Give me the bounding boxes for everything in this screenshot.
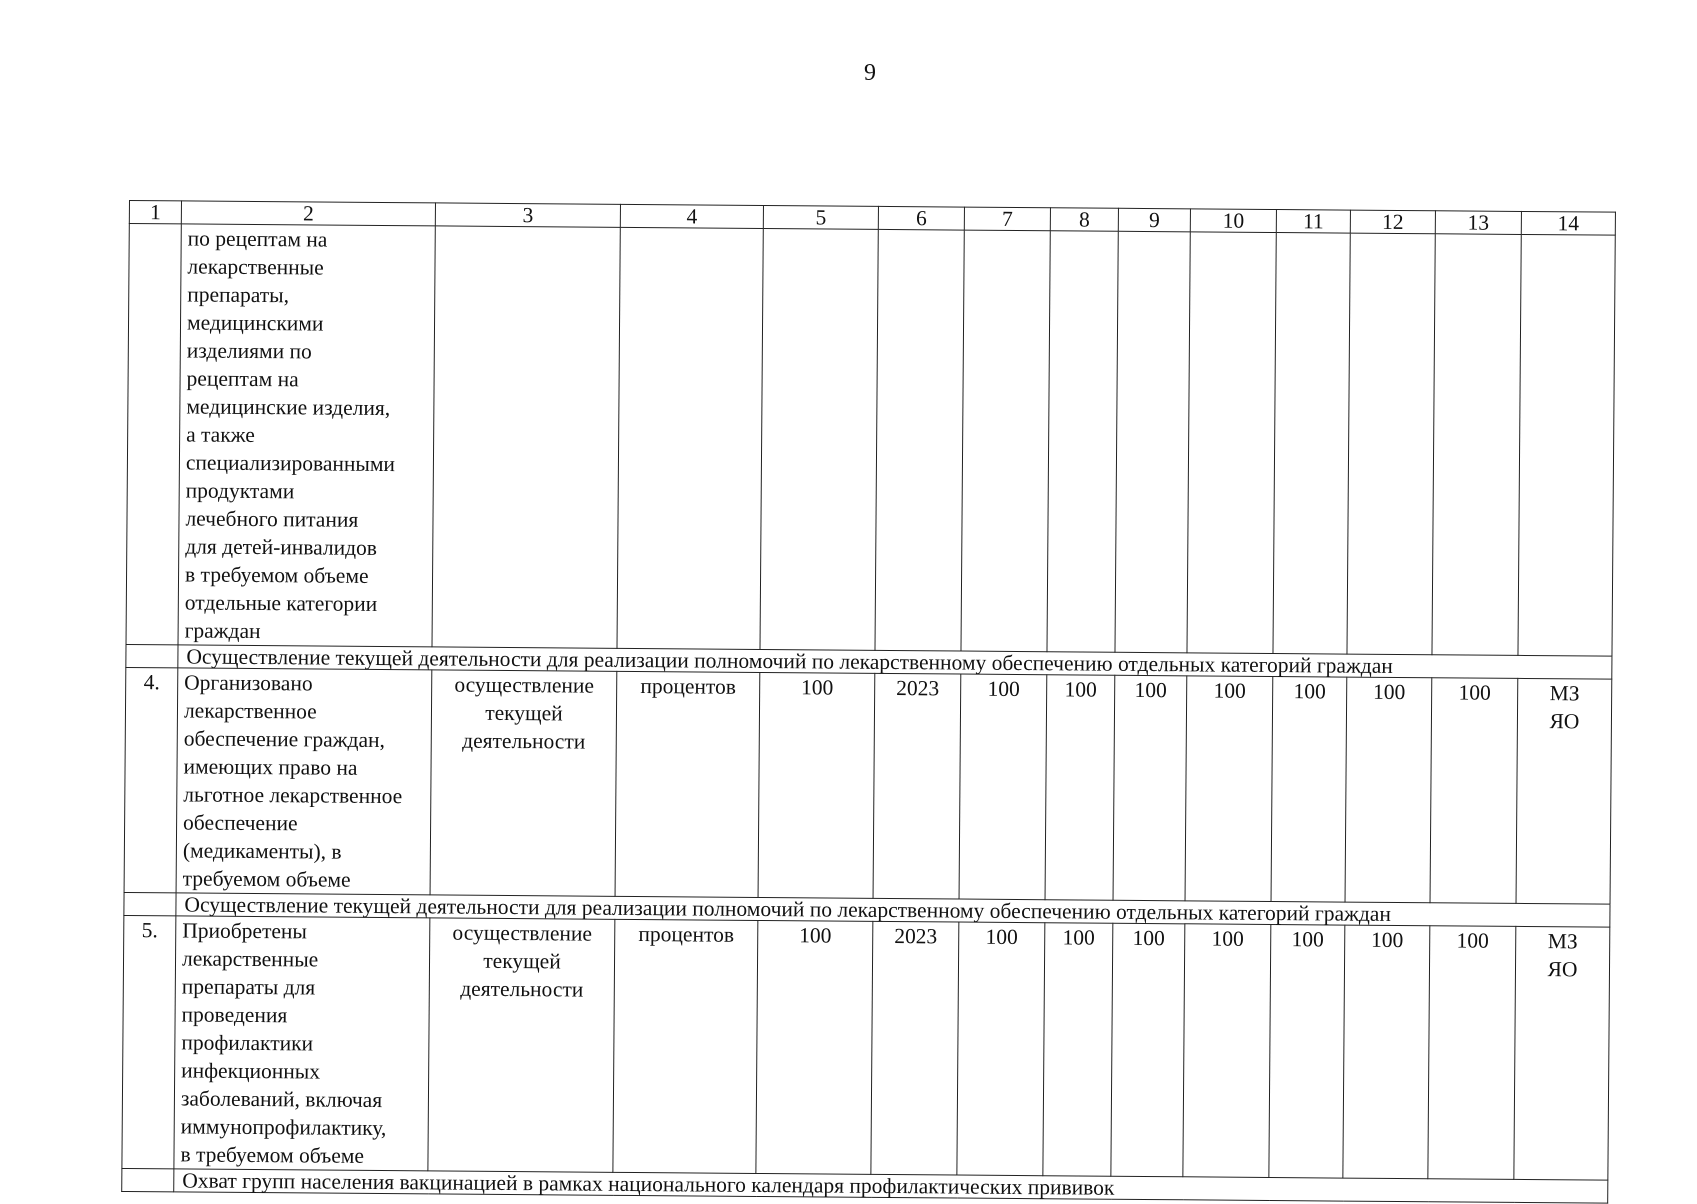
section-title: Осуществление текущей деятельности для реализации полномочий по лекарственному обеспечению отдельных категорий граждан (176, 893, 1610, 927)
header-cell: 14 (1521, 211, 1615, 235)
value-cell: 100 (1043, 923, 1113, 1177)
type-cell: осуществление текущей деятельности (428, 918, 615, 1172)
header-cell: 3 (435, 203, 620, 227)
base-value-cell: 100 (758, 672, 875, 898)
responsible-cell: МЗ ЯО (1516, 678, 1612, 904)
header-cell: 6 (878, 206, 964, 230)
responsible-cell: МЗ ЯО (1514, 926, 1610, 1180)
description-text: Организовано лекарственное обеспечение граждан, имеющих право на льготное лекарственное обеспечение (медикаменты), в требуемом объеме (182, 670, 403, 892)
base-year-cell: 2023 (873, 673, 961, 899)
header-cell: 4 (620, 204, 763, 228)
value-cell: 100 (1345, 677, 1432, 903)
description-text: Приобретены лекарственные препараты для проведения профилактики инфекционных заболеваний, включая иммунопрофилактику, в требуемом объеме (180, 918, 387, 1168)
description-cell (176, 668, 432, 895)
value-cell: 100 (1271, 676, 1347, 902)
header-cell: 1 (129, 201, 181, 224)
row-number-cell (126, 224, 181, 645)
page-number: 9 (864, 60, 876, 86)
value-cell: 100 (957, 922, 1045, 1176)
header-cell: 5 (763, 205, 878, 229)
header-cell: 8 (1050, 208, 1118, 232)
section-title: Осуществление текущей деятельности для реализации полномочий по лекарственному обеспечению отдельных категорий граждан (178, 645, 1612, 679)
type-cell: осуществление текущей деятельности (430, 670, 617, 896)
base-year-cell: 2023 (871, 921, 959, 1175)
value-cell: 100 (1343, 925, 1430, 1179)
unit-cell: процентов (615, 671, 760, 897)
value-cell: 100 (959, 674, 1047, 900)
value-cell: 100 (1183, 924, 1271, 1178)
unit-cell: процентов (613, 919, 758, 1173)
value-cell: 100 (1111, 923, 1185, 1177)
value-cell: 100 (1185, 676, 1273, 902)
continuation-row (126, 224, 1615, 657)
section-title: Охват групп населения вакцинацией в рамках национального календаря профилактических прививок (174, 1169, 1608, 1203)
header-cell: 13 (1435, 211, 1521, 235)
header-cell: 7 (964, 207, 1050, 231)
header-cell: 10 (1190, 209, 1276, 233)
value-cell: 100 (1430, 678, 1518, 904)
description-cell (178, 224, 435, 647)
indicators-table (121, 200, 1616, 1204)
row-number: 4. (124, 667, 178, 892)
header-cell: 9 (1118, 208, 1190, 232)
description-cell (174, 916, 430, 1171)
value-cell: 100 (1269, 924, 1345, 1178)
table-row (124, 667, 1612, 904)
value-cell: 100 (1045, 675, 1115, 901)
header-cell: 2 (181, 201, 435, 226)
table-row (122, 915, 1610, 1180)
header-cell: 11 (1276, 210, 1350, 234)
header-cell: 12 (1350, 210, 1435, 234)
value-cell: 100 (1428, 926, 1516, 1180)
description-text: по рецептам на лекарственные препараты, медицинскими изделиями по рецептам на медицинские изделия, а также специализированными продуктами лечебного питания для детей-инвалидов в требуемом объеме отдельные категории граждан (184, 226, 396, 644)
base-value-cell: 100 (756, 920, 873, 1174)
value-cell: 100 (1113, 675, 1187, 901)
row-number: 5. (122, 915, 176, 1168)
